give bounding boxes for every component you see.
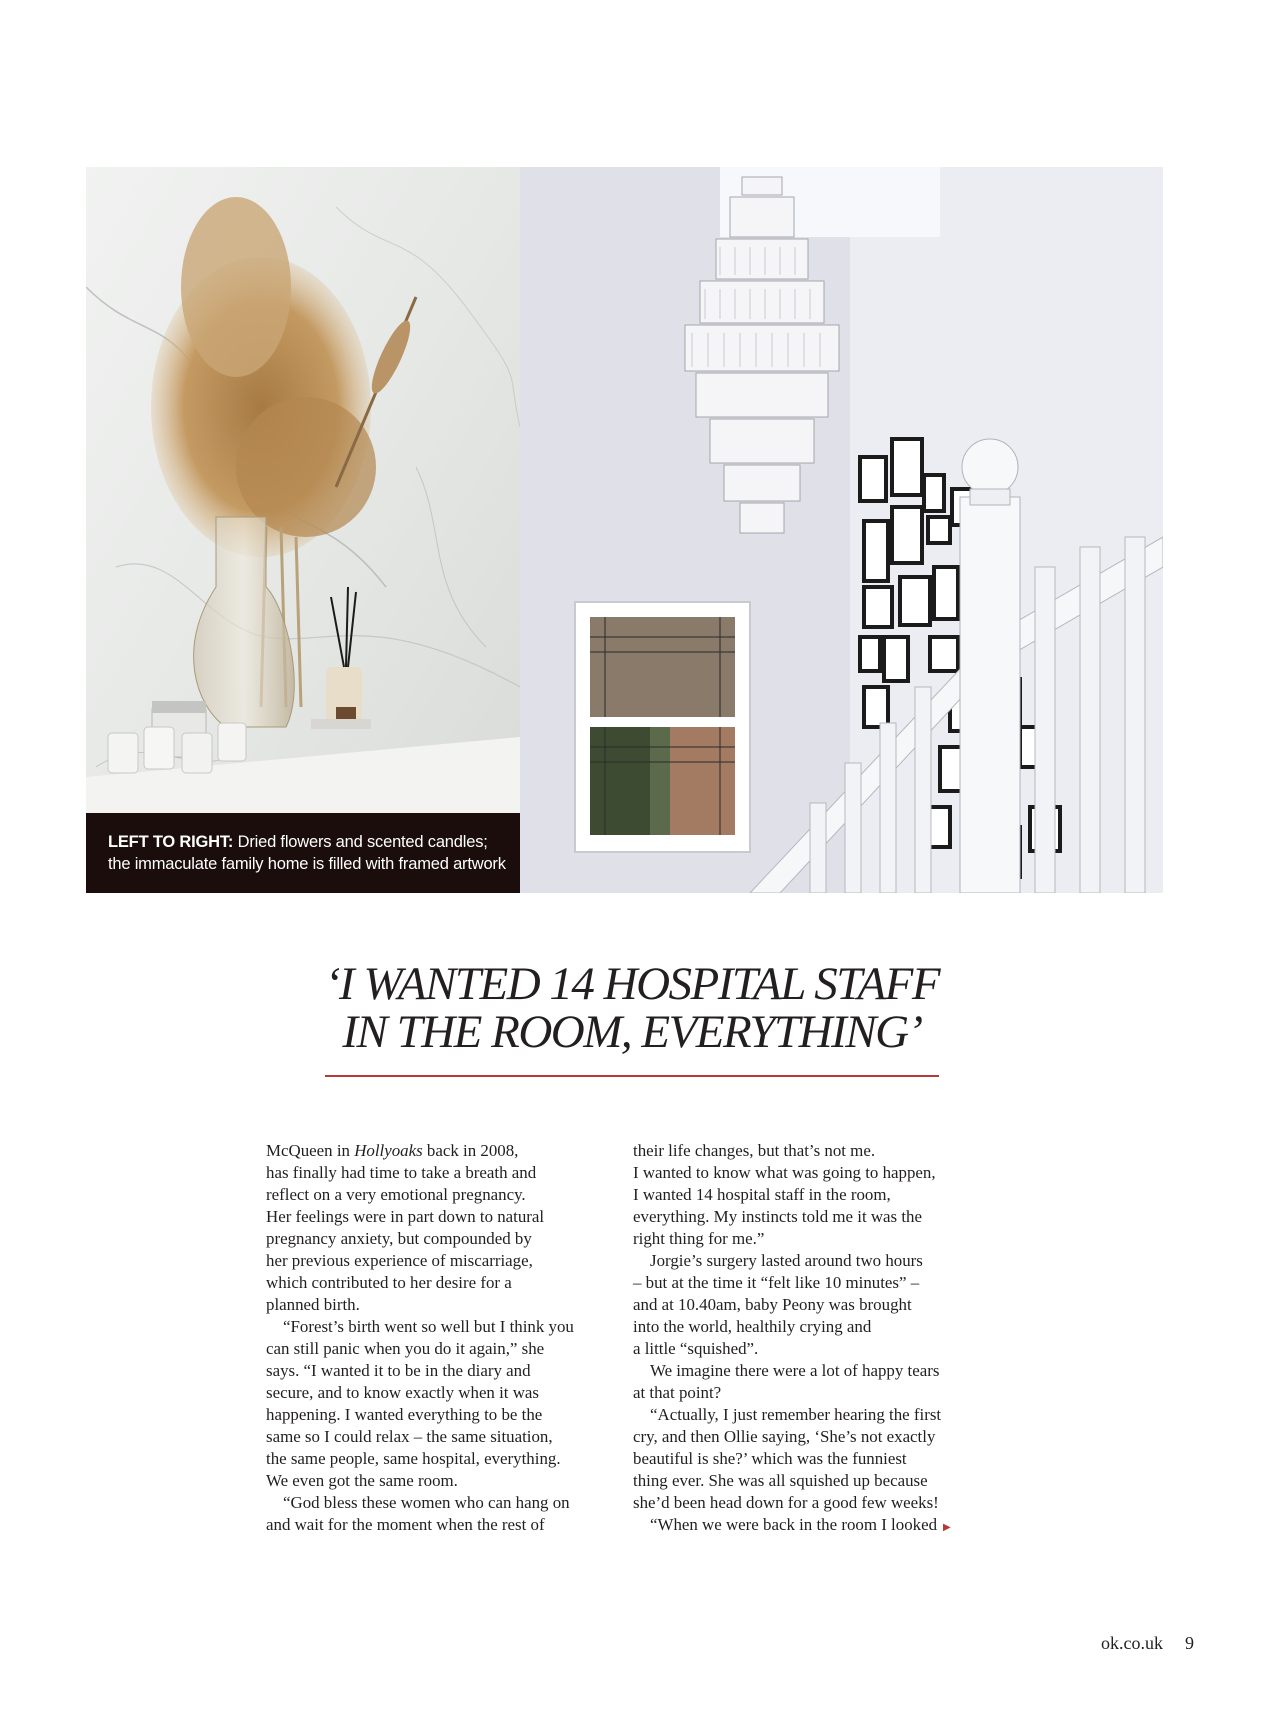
headline-line-1: ‘I WANTED 14 HOSPITAL STAFF [324, 958, 940, 1010]
body-line: “Forest’s birth went so well but I think you [283, 1317, 574, 1336]
body-line: cry, and then Ollie saying, ‘She’s not exactly [633, 1427, 936, 1446]
body-line: reflect on a very emotional pregnancy. [266, 1185, 526, 1204]
body-line: their life changes, but that’s not me. [633, 1141, 876, 1160]
body-line: can still panic when you do it again,” she [266, 1339, 545, 1358]
body-line: at that point? [633, 1383, 722, 1402]
caption-text-1: Dried flowers and scented candles; [233, 833, 488, 851]
body-line: everything. My instincts told me it was the [633, 1207, 922, 1226]
body-line: and wait for the moment when the rest of [266, 1515, 545, 1534]
body-line: her previous experience of miscarriage, [266, 1251, 533, 1270]
headline-rule [325, 1075, 939, 1077]
body-line: a little “squished”. [633, 1339, 759, 1358]
caption-lead: LEFT TO RIGHT: [108, 833, 234, 851]
body-line: pregnancy anxiety, but compounded by [266, 1229, 532, 1248]
body-line: beautiful is she?’ which was the funniest [633, 1449, 907, 1468]
headline-line-2: IN THE ROOM, EVERYTHING’ [342, 1006, 922, 1058]
body-line: says. “I wanted it to be in the diary and [266, 1361, 531, 1380]
body-line: which contributed to her desire for a [266, 1273, 512, 1292]
body-line: I wanted 14 hospital staff in the room, [633, 1185, 891, 1204]
body-line: right thing for me.” [633, 1229, 765, 1248]
photo-staircase [520, 167, 1163, 893]
body-line: into the world, healthily crying and [633, 1317, 872, 1336]
body-line: secure, and to know exactly when it was [266, 1383, 539, 1402]
body-line: planned birth. [266, 1295, 360, 1314]
body-line: I wanted to know what was going to happen, [633, 1163, 936, 1182]
body-line: – but at the time it “felt like 10 minutes” – [633, 1273, 920, 1292]
photo-caption [86, 813, 520, 893]
site-name: ok.co.uk [1101, 1633, 1163, 1653]
caption-line-2: the immaculate family home is filled with framed artwork [108, 855, 506, 873]
body-line: “When we were back in the room I looked ▶ [650, 1515, 951, 1534]
body-line: “Actually, I just remember hearing the first [650, 1405, 942, 1424]
body-line: and at 10.40am, baby Peony was brought [633, 1295, 912, 1314]
page-footer [1101, 1633, 1194, 1654]
body-line: We imagine there were a lot of happy tears [650, 1361, 940, 1380]
pull-quote-headline [260, 960, 1004, 1056]
body-line: We even got the same room. [266, 1471, 458, 1490]
show-title: Hollyoaks [354, 1141, 423, 1160]
body-line: thing ever. She was all squished up because [633, 1471, 928, 1490]
body-line: has finally had time to take a breath and [266, 1163, 537, 1182]
body-line: the same people, same hospital, everything. [266, 1449, 561, 1468]
continue-arrow-icon: ▶ [943, 1522, 951, 1533]
body-column-1 [266, 1140, 616, 1536]
body-line: she’d been head down for a good few weeks! [633, 1493, 939, 1512]
body-line: “God bless these women who can hang on [283, 1493, 570, 1512]
caption-line-1 [108, 831, 510, 853]
body-line: Jorgie’s surgery lasted around two hours [650, 1251, 923, 1270]
body-line: same so I could relax – the same situation, [266, 1427, 553, 1446]
body-column-2 [633, 1140, 983, 1539]
page-number: 9 [1185, 1633, 1194, 1653]
body-line: Her feelings were in part down to natural [266, 1207, 545, 1226]
body-line: McQueen in Hollyoaks back in 2008, [266, 1141, 519, 1160]
body-line: happening. I wanted everything to be the [266, 1405, 543, 1424]
photo-dried-flowers [86, 167, 520, 893]
